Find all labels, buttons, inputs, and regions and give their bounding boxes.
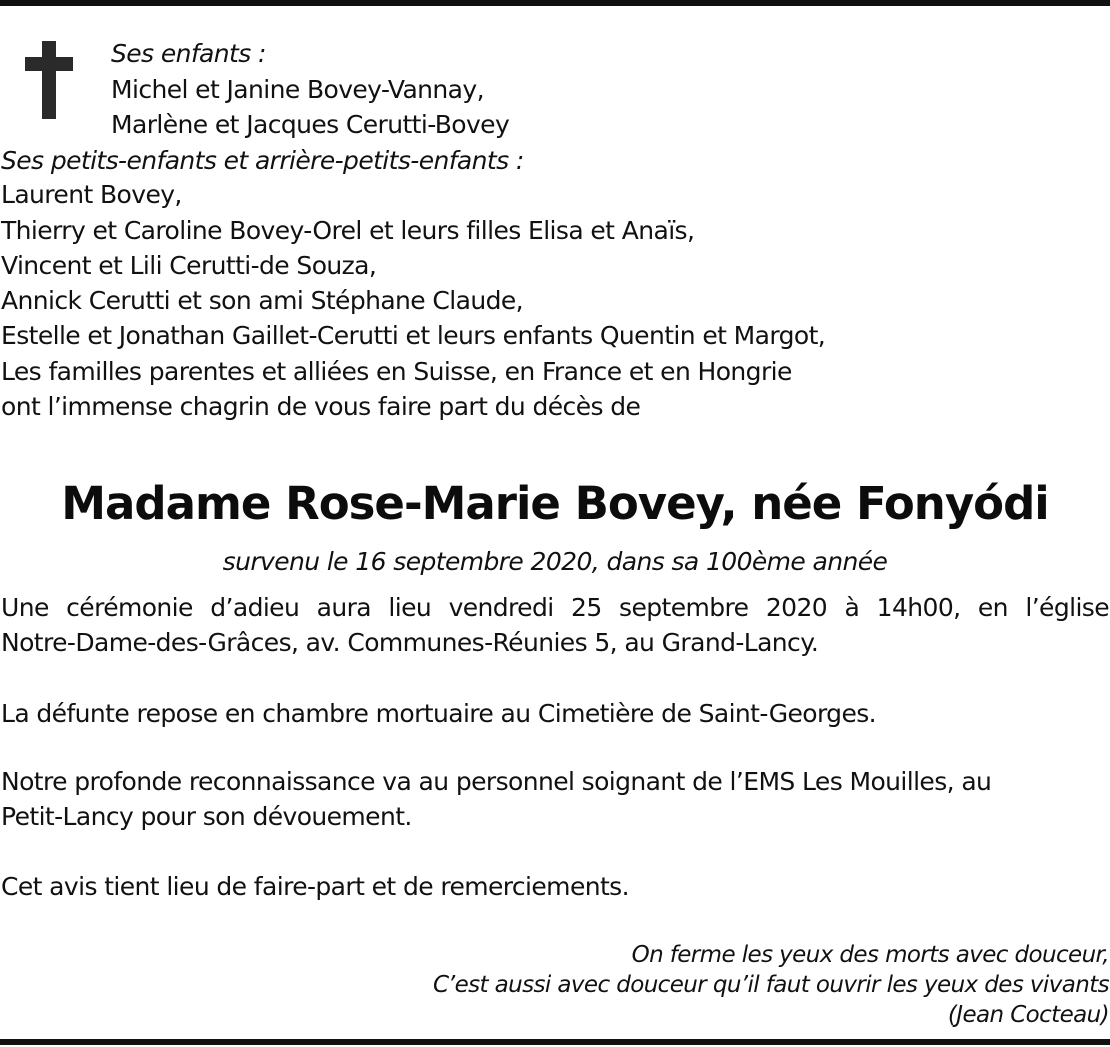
children-heading: Ses enfants :: [111, 39, 266, 68]
top-border-rule: [0, 0, 1110, 6]
rest-place-line: La défunte repose en chambre mortuaire au Cimetière de Saint-Georges.: [1, 699, 877, 728]
grandchildren-heading: Ses petits-enfants et arrière-petits-enfants :: [1, 146, 524, 175]
grandchildren-line-3: Vincent et Lili Cerutti-de Souza,: [1, 251, 377, 280]
quote-attribution: (Jean Cocteau): [947, 1002, 1109, 1028]
families-line: Les familles parentes et alliées en Suisse, en France et en Hongrie: [1, 357, 792, 386]
announcement-line: ont l’immense chagrin de vous faire part du décès de: [1, 392, 641, 421]
deceased-name-heading: Madame Rose-Marie Bovey, née Fonyódi: [61, 477, 1049, 530]
bottom-border-rule: [0, 1039, 1110, 1045]
ceremony-line-2: Notre-Dame-des-Grâces, av. Communes-Réunies 5, au Grand-Lancy.: [1, 628, 819, 657]
ceremony-line-1: Une cérémonie d’adieu aura lieu vendredi 25 septembre 2020 à 14h00, en l’église: [1, 593, 1109, 622]
grandchildren-line-4: Annick Cerutti et son ami Stéphane Claude,: [1, 286, 523, 315]
quote-line-1: On ferme les yeux des morts avec douceur,: [631, 942, 1109, 968]
children-line-2: Marlène et Jacques Cerutti-Bovey: [111, 110, 510, 139]
death-info: survenu le 16 septembre 2020, dans sa 100ème année: [222, 547, 888, 576]
notice-note: Cet avis tient lieu de faire-part et de remerciements.: [1, 872, 629, 901]
grandchildren-line-2: Thierry et Caroline Bovey-Orel et leurs filles Elisa et Anaïs,: [1, 216, 695, 245]
cross-icon: [25, 41, 73, 119]
thanks-line-1: Notre profonde reconnaissance va au personnel soignant de l’EMS Les Mouilles, au: [1, 767, 992, 796]
children-line-1: Michel et Janine Bovey-Vannay,: [111, 75, 484, 104]
grandchildren-line-1: Laurent Bovey,: [1, 180, 182, 209]
quote-line-2: C’est aussi avec douceur qu’il faut ouvrir les yeux des vivants: [432, 972, 1109, 998]
grandchildren-line-5: Estelle et Jonathan Gaillet-Cerutti et leurs enfants Quentin et Margot,: [1, 321, 826, 350]
thanks-line-2: Petit-Lancy pour son dévouement.: [1, 802, 412, 831]
